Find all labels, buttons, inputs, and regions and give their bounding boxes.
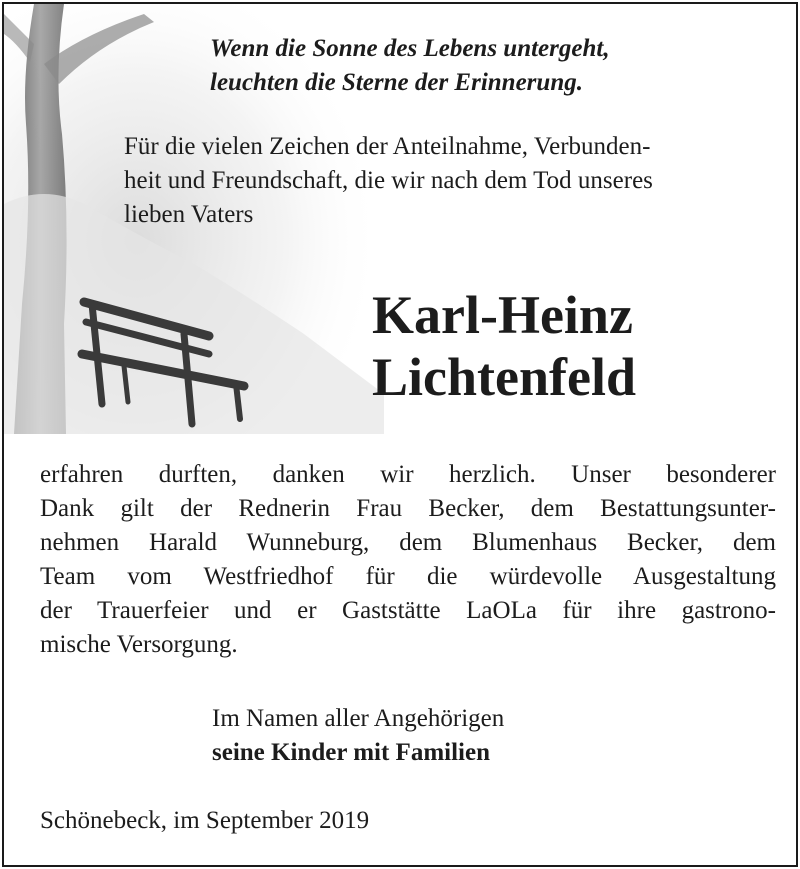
memorial-motto	[210, 32, 730, 100]
paragraph-line: der Trauerfeier und er Gaststätte LaOLa für ihre gastrono-	[40, 597, 776, 624]
paragraph-line: Team vom Westfriedhof für die würdevolle Ausgestaltung	[40, 563, 776, 590]
deceased-last-name: Lichtenfeld	[372, 347, 636, 407]
paragraph-line: Dank gilt der Rednerin Frau Becker, dem Bestattungsunter-	[40, 495, 776, 522]
intro-line: heit und Freundschaft, die wir nach dem Tod unseres	[124, 167, 653, 194]
intro-line: Für die vielen Zeichen der Anteilnahme, Verbunden-	[124, 133, 651, 160]
deceased-first-name: Karl-Heinz	[372, 285, 633, 345]
motto-line: Wenn die Sonne des Lebens untergeht,	[210, 35, 610, 62]
signoff	[212, 702, 712, 770]
obituary-card	[2, 2, 798, 867]
deceased-name	[372, 284, 792, 408]
motto-line: leuchten die Sterne der Erinnerung.	[210, 69, 583, 96]
signoff-signature: seine Kinder mit Familien	[212, 739, 490, 766]
paragraph-line: erfahren durften, danken wir herzlich. Unser besonderer	[40, 461, 776, 488]
paragraph-line: mische Versorgung.	[40, 631, 238, 658]
intro-line: lieben Vaters	[124, 201, 254, 228]
place-and-date: Schönebeck, im September 2019	[40, 807, 370, 834]
paragraph-line: nehmen Harald Wunneburg, dem Blumenhaus Becker, dem	[40, 529, 776, 556]
thanks-paragraph	[40, 458, 776, 662]
signoff-line: Im Namen aller Angehörigen	[212, 705, 505, 732]
intro-text	[124, 130, 778, 232]
